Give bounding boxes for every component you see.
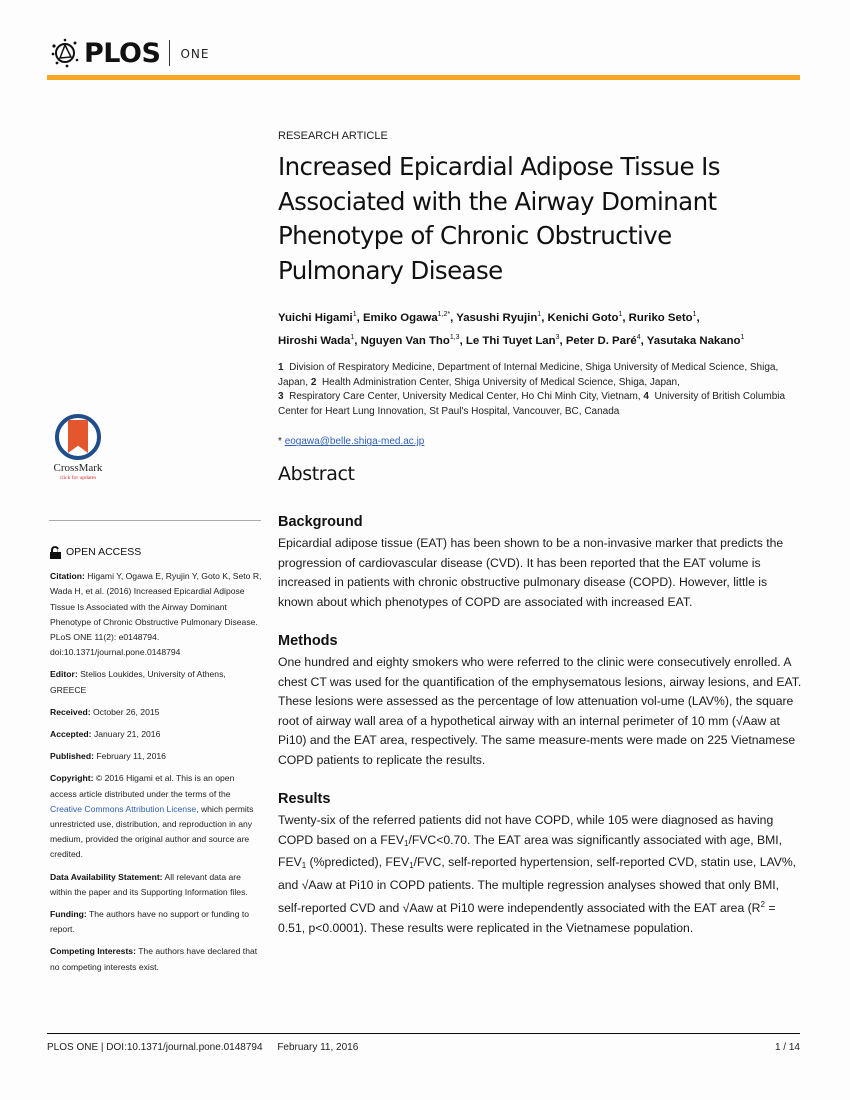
open-lock-icon: [50, 546, 61, 559]
author: Le Thi Tuyet Lan$^3$: [465, 334, 560, 347]
data-availability-block: [50, 870, 262, 900]
accepted-date: January 21, 2016: [93, 729, 161, 740]
author: Peter D. Paré$^4$: [565, 334, 641, 347]
article-type: RESEARCH ARTICLE: [278, 130, 388, 142]
journal-name: ONE: [180, 47, 210, 61]
editor-block: [50, 667, 262, 697]
methods-heading: Methods: [278, 633, 338, 649]
copyright-text-pre: © 2016 Higami et al. This is an open access article distributed under the terms of the: [50, 773, 235, 799]
methods-text: One hundred and eighty smokers who were referred to the clinic were consecutively enrolled. A chest CT was used for the quantification of the emphysematous lesions, airway lesions, and EAT. These lesions were assessed as the percentage of low attenuation vol-ume (LAV%), the square root of airway wall area of a hypothetical airway with an internal perimeter of 10 mm (√Aaw at Pi10) and the EAT area, respectively. The same measure-ments were made on 225 Vietnamese COPD patients to replicate the results.: [278, 655, 802, 767]
page-number: 1 / 14: [774, 1042, 800, 1053]
editor-text: Stelios Loukides, University of Athens, GREECE: [50, 669, 226, 695]
affiliation: Respiratory Care Center, University Medical Center, Ho Chi Minh City, Vietnam,: [289, 391, 641, 403]
funding-text: The authors have no support or funding to report.: [50, 909, 250, 935]
author: Yasushi Ryujin$^1$: [456, 311, 542, 324]
abstract-background: [278, 514, 803, 612]
article-title: Increased Epicardial Adipose Tissue Is Associated with the Airway Dominant Phenotype of Chronic Obstructive Pulmonary Disease: [278, 152, 720, 285]
sidebar-divider: [49, 520, 261, 521]
open-access-label: OPEN ACCESS: [66, 546, 142, 558]
author-list: Yuichi Higami$^1$, Emiko Ogawa$^{1,2*}$, Yasushi Ryujin$^1$, Kenichi Goto$^1$, Ruriko Seto$^1$, Hiroshi Wada$^1$, Nguyen Van Tho$^{1,3}$, Le Thi Tuyet Lan$^3$, Peter D. Paré$^4$, Yasutaka Nakano$^1$: [278, 311, 745, 347]
accepted-block: [50, 727, 262, 742]
copyright-text-post: , which permits unrestricted use, distribution, and reproduction in any medium, provided the original author and source are credited.: [50, 803, 254, 860]
author: Ruriko Seto$^1$: [628, 311, 697, 324]
affiliation: Health Administration Center, Shiga University of Medical Science, Shiga, Japan,: [321, 376, 680, 388]
results-heading: Results: [278, 791, 331, 807]
received-date: October 26, 2015: [93, 706, 160, 717]
citation-text: Higami Y, Ogawa E, Ryujin Y, Goto K, Seto R, Wada H, et al. (2016) Increased Epicardial Adipose Tissue Is Associated with the Airway Dominant Phenotype of Chronic Obstructive Pulmonary Disease. PLoS ONE 11(2): e0148794. doi:10.1371/journal.pone.0148794: [50, 571, 262, 658]
brand-name: PLOS: [84, 37, 161, 69]
author: Kenichi Goto$^1$: [547, 311, 623, 324]
competing-interests-block: [50, 944, 262, 974]
published-label: Published:: [50, 751, 94, 762]
abstract-heading: Abstract: [278, 463, 355, 485]
background-text: Epicardial adipose tissue (EAT) has been shown to be a non-invasive marker that predicts the progression of cardiovascular disease (CVD). It has been reported that the EAT volume is increased in patients with chronic obstructive pulmonary disease (COPD). However, little is known about which phenotypes of COPD are associated with increased EAT.: [278, 536, 784, 609]
results-text: Twenty-six of the referred patients did not have COPD, while 105 were diagnosed as having COPD based on a $FEV_1/FVC<0.70$. The EAT area was significantly associated with age, BMI, $FEV_1$ (%predicted), $FEV_1$/FVC, self-reported hypertension, self-reported CVD, statin use, LAV%, and √Aaw at Pi10 in COPD patients. The multiple regression analyses showed that only BMI, self-reported CVD and √Aaw at Pi10 were independently associated with the EAT area ($R^2 = 0.51$, p<0.0001). These results were replicated in the Vietnamese population.: [278, 813, 797, 935]
crossmark-badge[interactable]: [47, 414, 109, 484]
author: Hiroshi Wada$^1$: [278, 334, 355, 347]
competing-interests-text: The authors have declared that no competing interests exist.: [50, 946, 258, 972]
published-block: [50, 749, 262, 764]
editor-label: Editor:: [50, 669, 78, 680]
footer-date: February 11, 2016: [277, 1042, 359, 1053]
competing-interests-label: Competing Interests:: [50, 946, 136, 957]
data-availability-text: All relevant data are within the paper and its Supporting Information files.: [50, 871, 248, 897]
footer-journal-doi: PLOS ONE | DOI:10.1371/journal.pone.0148794: [47, 1042, 263, 1053]
author: Emiko Ogawa$^{1,2*}$: [362, 311, 451, 324]
affiliation: Division of Respiratory Medicine, Department of Internal Medicine, Shiga University of Medical Science, Shiga, Japan,: [278, 362, 779, 388]
logo-divider: [169, 40, 170, 66]
corresponding-email-link[interactable]: eogawa@belle.shiga-med.ac.jp: [284, 436, 425, 448]
page-footer: [47, 1042, 800, 1053]
background-heading: Background: [278, 514, 363, 530]
open-access-badge: [50, 545, 262, 560]
received-block: [50, 705, 262, 720]
main-column: [278, 130, 803, 935]
header-accent-bar: [47, 75, 800, 80]
copyright-label: Copyright:: [50, 773, 94, 784]
published-date: February 11, 2016: [96, 751, 166, 762]
footer-divider: [47, 1033, 800, 1034]
plos-one-logo: [50, 36, 209, 70]
funding-label: Funding:: [50, 909, 87, 920]
license-link[interactable]: Creative Commons Attribution License: [50, 803, 197, 814]
accepted-label: Accepted:: [50, 729, 92, 740]
data-availability-label: Data Availability Statement:: [50, 871, 163, 882]
abstract-results: [278, 791, 803, 938]
received-label: Received:: [50, 706, 91, 717]
article-info-sidebar: [50, 545, 262, 982]
author: Yuichi Higami$^1$: [278, 311, 357, 324]
author: Yasutaka Nakano$^1$: [646, 334, 745, 347]
funding-block: [50, 907, 262, 937]
abstract-methods: [278, 633, 803, 770]
copyright-block: [50, 771, 262, 862]
plos-globe-icon: [50, 38, 80, 68]
affiliation: University of British Columbia Center for Heart Lung Innovation, St Paul's Hospital, Vancouver, BC, Canada: [278, 391, 786, 417]
author: Nguyen Van Tho$^{1,3}$: [360, 334, 460, 347]
crossmark-sublabel: click for updates: [59, 475, 97, 481]
crossmark-label: CrossMark: [53, 462, 103, 474]
affiliations: 1 Division of Respiratory Medicine, Department of Internal Medicine, Shiga University of Medical Science, Shiga, Japan, 2 Health Administration Center, Shiga University of Medical Science, Shiga, Japan, 3 Respiratory Care Center, University Medical Center, Ho Chi Minh City, Vietnam, 4 University of British Columbia Center for Heart Lung Innovation, St Paul's Hospital, Vancouver, BC, Canada: [278, 362, 786, 417]
citation-label: Citation:: [50, 571, 85, 582]
citation-block: [50, 569, 262, 660]
corresponding-author: * eogawa@belle.shiga-med.ac.jp: [278, 436, 425, 448]
